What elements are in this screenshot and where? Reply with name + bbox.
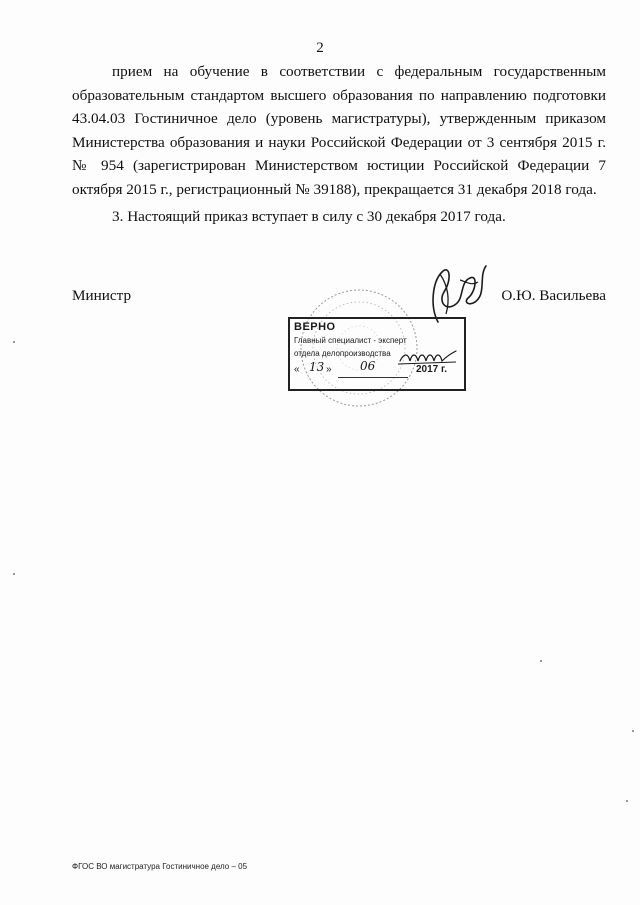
stamp-heading: ВЕРНО [294, 321, 336, 333]
page-number: 2 [316, 40, 324, 56]
scan-speck [632, 730, 634, 732]
scan-speck [626, 800, 628, 802]
scan-speck [540, 660, 542, 662]
stamp-signature [398, 347, 458, 367]
document-body [72, 60, 606, 229]
stamp-quote-close: » [326, 364, 332, 375]
paragraph-continuation: прием на обучение в соответствии с федеральным государственным образовательным стандартом высшего образования по направлению подготовки 43.04.03 Гостиничное дело (уровень магистратуры), утвержденным приказом Министерства образования и науки Российской Федерации от 3 сентября 2015 г. № 954 (зарегистрирован Министерством юстиции Российской Федерации 7 октября 2015 г., регистрационный № 39188), прекращается 31 декабря 2018 года. [72, 63, 606, 198]
clause-3: 3. Настоящий приказ вступает в силу с 30 декабря 2017 года. [112, 208, 506, 225]
stamp-day: 13 [309, 360, 325, 374]
stamp-quote-open: « [294, 364, 300, 375]
stamp-month: 06 [360, 359, 376, 373]
stamp-department: отдела делопроизводства [294, 349, 391, 358]
stamp-year: 2017 г. [416, 364, 447, 375]
signatory-title: Министр [72, 287, 132, 304]
stamp-month-underline [338, 377, 408, 378]
scan-speck [13, 341, 15, 343]
signature-block [72, 287, 606, 311]
scan-speck [13, 573, 15, 575]
signatory-name: О.Ю. Васильева [501, 287, 606, 304]
stamp-position: Главный специалист - эксперт [294, 336, 407, 345]
document-footer: ФГОС ВО магистратура Гостиничное дело – 05 [72, 862, 248, 871]
certification-stamp [288, 317, 466, 391]
